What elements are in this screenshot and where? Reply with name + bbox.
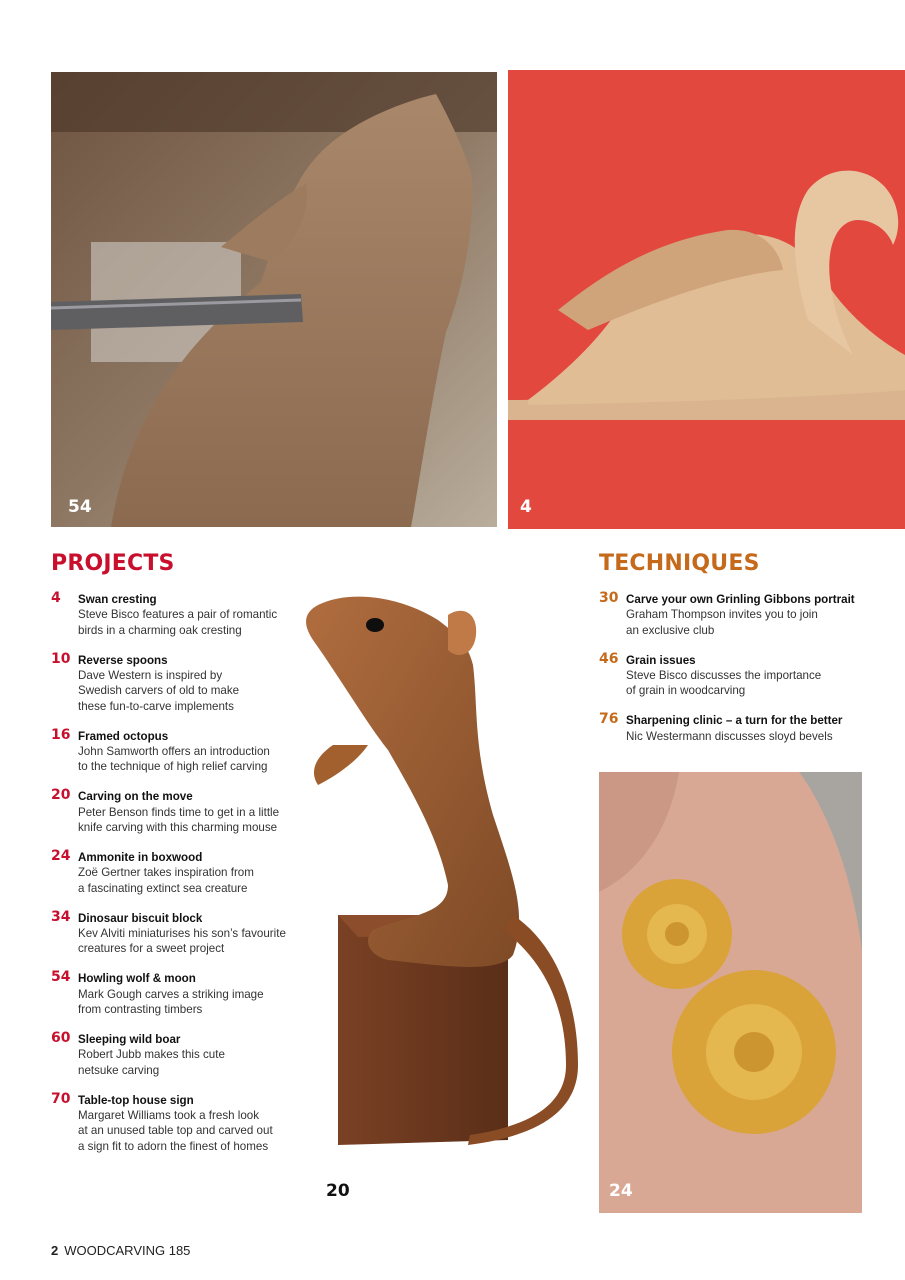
photo-mouse xyxy=(298,585,598,1205)
entry-description-line: Steve Bisco discusses the importance xyxy=(626,668,822,682)
entry-description-line: Mark Gough carves a striking image xyxy=(78,987,264,1001)
entry-title: Sleeping wild boar xyxy=(78,1033,181,1047)
entry-description-line: knife carving with this charming mouse xyxy=(78,820,278,834)
entry-page-number: 24 xyxy=(51,848,71,865)
contents-entry[interactable] xyxy=(599,650,869,699)
entry-description-line: Zoë Gertner takes inspiration from xyxy=(78,866,254,880)
entry-page-number: 54 xyxy=(51,969,71,986)
techniques-heading: TECHNIQUES xyxy=(599,551,760,576)
entry-page-number: 4 xyxy=(51,590,61,606)
entry-page-number: 10 xyxy=(51,650,71,667)
entry-page-number: 20 xyxy=(51,787,71,804)
contents-entry[interactable] xyxy=(51,971,301,1017)
swan-carving-image xyxy=(508,70,905,529)
footer-page-number: 2 xyxy=(51,1243,59,1258)
entry-title: Ammonite in boxwood xyxy=(78,851,203,865)
entry-page-number: 30 xyxy=(599,590,619,606)
entry-title: Howling wolf & moon xyxy=(78,972,196,986)
entry-description-line: an exclusive club xyxy=(626,623,715,637)
entry-description-line: Swedish carvers of old to make xyxy=(78,684,240,698)
ammonite-carving-image xyxy=(599,772,862,1213)
entry-description-line: at an unused table top and carved out xyxy=(78,1124,273,1138)
contents-entry[interactable] xyxy=(599,713,869,744)
entry-page-number: 70 xyxy=(51,1090,71,1107)
entry-description-line: Kev Alviti miniaturises his son’s favourite xyxy=(78,927,286,941)
entry-description-line: a sign fit to adorn the finest of homes xyxy=(78,1139,269,1153)
photo-wolf xyxy=(51,72,497,527)
entry-page-number: 46 xyxy=(599,650,619,667)
photo-page-number: 54 xyxy=(68,497,92,517)
entry-description-line: netsuke carving xyxy=(78,1063,160,1077)
contents-entry[interactable] xyxy=(51,789,301,835)
entry-description-line: Robert Jubb makes this cute xyxy=(78,1048,225,1062)
entry-description-line: Nic Westermann discusses sloyd bevels xyxy=(626,729,833,743)
contents-entry[interactable] xyxy=(51,908,301,957)
photo-page-number: 24 xyxy=(609,1181,633,1201)
page-footer xyxy=(51,1243,190,1258)
entry-description-line: to the technique of high relief carving xyxy=(78,760,268,774)
entry-description-line: Dave Western is inspired by xyxy=(78,668,223,682)
entry-description-line: John Samworth offers an introduction xyxy=(78,744,270,758)
entry-title: Carving on the move xyxy=(78,790,193,804)
entry-description-line: from contrasting timbers xyxy=(78,1003,203,1017)
entry-page-number: 34 xyxy=(51,908,71,925)
entry-description-line: Margaret Williams took a fresh look xyxy=(78,1109,260,1123)
entry-description-line: Steve Bisco features a pair of romantic xyxy=(78,608,278,622)
entry-description-line: of grain in woodcarving xyxy=(626,684,746,698)
entry-title: Carve your own Grinling Gibbons portrait xyxy=(626,593,855,606)
contents-entry[interactable] xyxy=(51,650,301,714)
entry-description-line: birds in a charming oak cresting xyxy=(78,623,242,637)
contents-entry[interactable] xyxy=(51,726,301,775)
entry-title: Sharpening clinic – a turn for the better xyxy=(626,714,843,728)
entry-description-line: these fun-to-carve implements xyxy=(78,699,234,713)
mouse-photo-page-number: 20 xyxy=(326,1181,350,1201)
projects-heading: PROJECTS xyxy=(51,551,175,576)
techniques-list xyxy=(599,592,869,759)
entry-title: Dinosaur biscuit block xyxy=(78,911,203,925)
mouse-carving-image xyxy=(298,585,598,1205)
entry-title: Swan cresting xyxy=(78,593,157,606)
photo-page-number: 4 xyxy=(520,497,532,517)
entry-description-line: a fascinating extinct sea creature xyxy=(78,881,248,895)
entry-description-line: Peter Benson finds time to get in a little xyxy=(78,805,280,819)
entry-title: Table-top house sign xyxy=(78,1093,194,1107)
contents-entry[interactable] xyxy=(51,592,301,638)
entry-title: Grain issues xyxy=(626,653,696,667)
photo-swan xyxy=(508,70,905,529)
wolf-carving-image xyxy=(51,72,497,527)
entry-page-number: 60 xyxy=(51,1030,71,1047)
entry-description-line: Graham Thompson invites you to join xyxy=(626,608,818,622)
entry-title: Reverse spoons xyxy=(78,653,168,667)
entry-description-line: creatures for a sweet project xyxy=(78,942,225,956)
photo-ammonite xyxy=(599,772,862,1213)
entry-page-number: 76 xyxy=(599,711,619,728)
projects-list xyxy=(51,592,301,1169)
entry-title: Framed octopus xyxy=(78,729,169,743)
contents-entry[interactable] xyxy=(51,850,301,896)
contents-entry[interactable] xyxy=(51,1090,301,1154)
contents-entry[interactable] xyxy=(51,1032,301,1078)
contents-entry[interactable] xyxy=(599,592,869,638)
footer-magazine-title: WOODCARVING 185 xyxy=(64,1243,191,1258)
entry-page-number: 16 xyxy=(51,726,71,743)
